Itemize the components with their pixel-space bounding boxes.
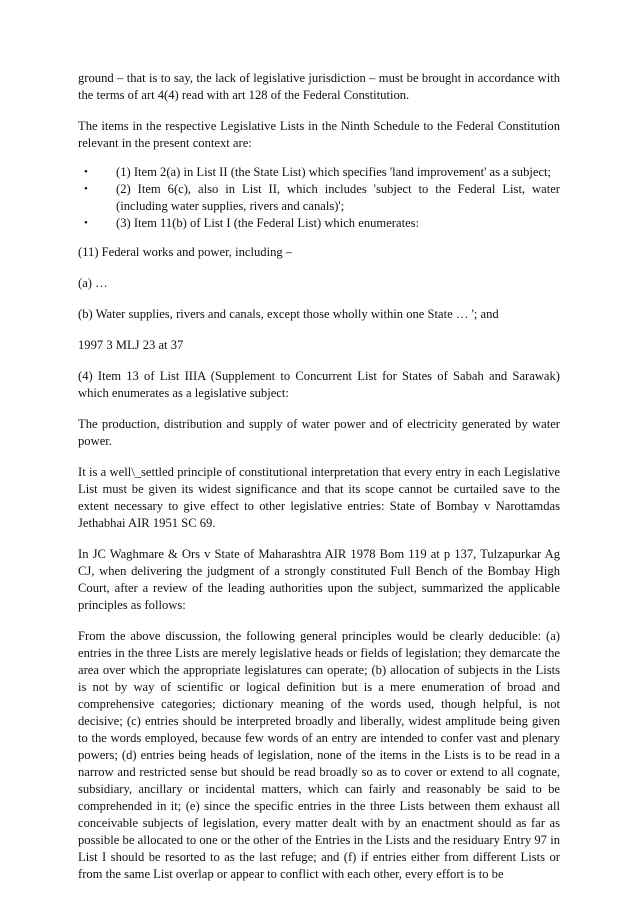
legislative-items-list	[78, 164, 560, 232]
list-item-text: (2) Item 6(c), also in List II, which includes 'subject to the Federal List, water (including water supplies, rivers and canals)';	[116, 182, 560, 213]
list-item-text: (3) Item 11(b) of List I (the Federal List) which enumerates:	[116, 216, 420, 230]
list-item	[78, 181, 560, 215]
paragraph-citation: 1997 3 MLJ 23 at 37	[78, 338, 184, 352]
paragraph-legislative-lists: The items in the respective Legislative Lists in the Ninth Schedule to the Federal Constitution relevant in the present context are:	[78, 119, 560, 150]
paragraph-settled-principle: It is a well\_settled principle of constitutional interpretation that every entry in each Legislative List must be given its widest significance and that its scope cannot be curtailed save to the extent necessary to give effect to other legislative entries: State of Bombay v Narottamdas Jethabhai AIR 1951 SC 69.	[78, 465, 560, 530]
paragraph-jurisdiction: ground – that is to say, the lack of legislative jurisdiction – must be brought in accordance with the terms of art 4(4) read with art 128 of the Federal Constitution.	[78, 71, 560, 102]
paragraph-item-13: (4) Item 13 of List IIIA (Supplement to Concurrent List for States of Sabah and Sarawak) which enumerates as a legislative subject:	[78, 369, 560, 400]
document-body	[78, 70, 560, 897]
paragraph-item-a: (a) …	[78, 276, 108, 290]
paragraph-federal-works: (11) Federal works and power, including –	[78, 245, 293, 259]
bullet-icon: •	[84, 166, 88, 178]
paragraph-water-power: The production, distribution and supply of water power and of electricity generated by water power.	[78, 417, 560, 448]
bullet-icon: •	[84, 217, 88, 229]
paragraph-waghmare: In JC Waghmare & Ors v State of Maharashtra AIR 1978 Bom 119 at p 137, Tulzapurkar Ag CJ, when delivering the judgment of a strongly constituted Full Bench of the Bombay High Court, after a review of the leading authorities upon the subject, summarized the applicable principles as follows:	[78, 547, 560, 612]
list-item	[78, 164, 560, 181]
bullet-icon: •	[84, 183, 88, 195]
paragraph-general-principles: From the above discussion, the following general principles would be clearly deducible: (a) entries in the three Lists are merely legislative heads or fields of legislation; they demarcate the area over which the appropriate legislatures can operate; (b) allocation of subjects in the Lists is not by way of scientific or logical definition but is a mere enumeration of broad and comprehensive categories; dictionary meaning of the words used, though helpful, is not decisive; (c) entries should be interpreted broadly and liberally, widest amplitude being given to the words employed, because few words of an entry are intended to confer vast and plenary powers; (d) entries being heads of legislation, none of the items in the Lists is to be read in a narrow and restricted sense but should be read broadly so as to cover or extend to all cognate, subsidiary, ancillary or incidental matters, which can fairly and reasonably be said to be comprehended in it; (e) since the specific entries in the three Lists between them exhaust all conceivable subjects of legislation, every matter dealt with by an enactment should as far as possible be allocated to one or the other of the Entries in the Lists and the residuary Entry 97 in List I should be resorted to as the last refuge; and (f) if entries either from different Lists or from the same List overlap or appear to conflict with each other, every effort is to be	[78, 629, 560, 881]
paragraph-item-b: (b) Water supplies, rivers and canals, except those wholly within one State … '; and	[78, 307, 499, 321]
list-item-text: (1) Item 2(a) in List II (the State List) which specifies 'land improvement' as a subject;	[116, 165, 552, 179]
list-item	[78, 215, 560, 232]
